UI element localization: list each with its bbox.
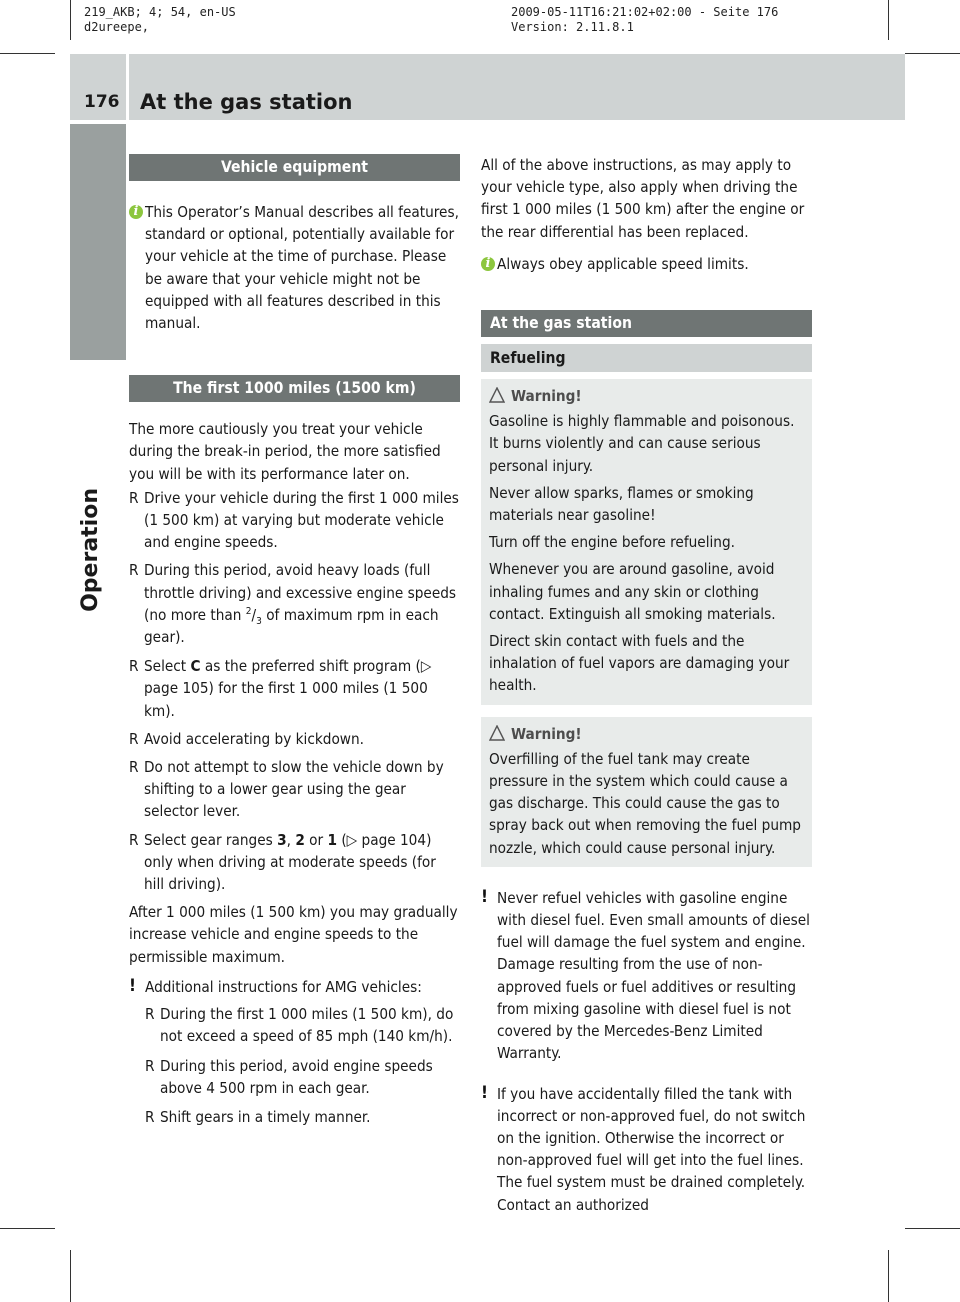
crop-mark [888,0,889,40]
bullet-icon: R [129,561,139,580]
note-text: Additional instructions for AMG vehicles: [145,977,422,996]
info-icon: i [129,205,143,219]
list-item [129,655,460,722]
note-text: If you have accidentally filled the tank with incorrect or non-approved fuel, do not switch on the ignition. Otherwise the incorrect or non-approved fuel will get into the fuel lines. The fuel system must be drained completely. Contact an authorized [497,1084,806,1214]
bullet-icon: R [129,830,139,849]
warning-text: Whenever you are around gasoline, avoid inhaling fumes and any skin or clothing contact. Extinguish all smoking materials. [489,560,776,623]
list-item [129,559,460,648]
crop-mark [0,1228,55,1229]
list-item [145,1003,460,1047]
print-meta-left [84,5,236,35]
meta-line: 219_AKB; 4; 54, en-US [84,5,236,19]
warning-text: Turn off the engine before refueling. [489,533,735,552]
shift-program-key: C [190,657,201,676]
list-item [145,1055,460,1099]
warning-text: Direct skin contact with fuels and the inhalation of fuel vapors are damaging your health. [489,632,790,695]
gear-key: 2 [295,830,305,849]
note-text: Never refuel vehicles with gasoline engine with diesel fuel. Even small amounts of diesel fuel will damage the fuel system and engine. Damage resulting from the use of non-approved fuels or fuel additives or resulting from mixing gasoline with diesel fuel is not covered by the Mercedes-Benz Limited Warranty. [497,888,810,1063]
caution-note [129,976,460,998]
crop-mark [70,1250,71,1302]
list-item-text: as the preferred shift program (▷ page 105) for the first 1 000 miles (1 500 km). [144,657,432,720]
side-section-label: Operation [78,488,103,612]
warning-text: Never allow sparks, flames or smoking materials near gasoline! [489,483,754,525]
info-note [481,253,812,275]
list-item-text: Select [144,657,191,676]
side-tab [70,124,126,360]
bullet-icon: R [129,657,139,676]
warning-title: Warning! [511,724,582,743]
fraction-numerator: 2 [245,605,252,617]
bullet-icon: R [145,1056,155,1075]
left-column [129,154,460,1128]
heading-refueling: Refueling [481,344,812,372]
right-column [481,154,812,1216]
list-item [145,1106,460,1128]
page-number: 176 [84,92,120,112]
warning-text: Overfilling of the fuel tank may create pressure in the system which could cause a gas discharge. This could cause the gas to spray back out when removing the fuel pump nozzle, which could cause personal injury. [489,749,801,857]
warning-triangle-icon [489,387,505,403]
warning-header [489,723,804,745]
print-meta-right [511,5,778,35]
bullet-icon: R [129,758,139,777]
meta-line: Version: 2.11.8.1 [511,20,634,34]
heading-gas-station: At the gas station [481,310,812,337]
header-divider [126,54,129,120]
after-paragraph: After 1 000 miles (1 500 km) you may gradually increase vehicle and engine speeds to the permissible maximum. [129,903,458,966]
crop-mark [888,1250,889,1302]
warning-box [481,717,812,867]
gear-key: 3 [277,830,287,849]
list-item [129,728,460,750]
bullet-icon: R [145,1005,155,1024]
caution-icon: ! [481,886,488,907]
crop-mark [70,0,71,40]
list-item-text: Avoid accelerating by kickdown. [144,729,364,748]
list-item-text: of maximum rpm in each gear). [144,605,439,647]
intro-paragraph: The more cautiously you treat your vehicle during the break-in period, the more satisfied you will be with its performance later on. [129,420,441,483]
list-item-text: Select gear ranges [144,830,278,849]
list-item-text: (▷ page 104) only when driving at moderate speeds (for hill driving). [144,830,436,894]
caution-icon: ! [129,975,136,996]
info-note [129,201,460,334]
note-text: This Operator’s Manual describes all features, standard or optional, potentially available for your vehicle at the time of purchase. Please be aware that your vehicle might not be equipped with all features described in this manual. [145,203,459,333]
continued-paragraph: All of the above instructions, as may apply to your vehicle type, also apply when driving the first 1 000 miles (1 500 km) after the engine or the rear differential has been replaced. [481,156,805,241]
list-item-text: During this period, avoid engine speeds above 4 500 rpm in each gear. [160,1056,433,1097]
crop-mark [0,53,55,54]
list-item-text: During this period, avoid heavy loads (full throttle driving) and excessive engine speeds (no more than [144,561,457,624]
caution-note [481,887,812,1065]
crop-mark [905,1228,960,1229]
list-item-text: Do not attempt to slow the vehicle down by shifting to a lower gear using the gear selector lever. [144,758,444,821]
list-item [129,829,460,896]
note-text: Always obey applicable speed limits. [497,254,749,273]
page-title: At the gas station [140,90,353,114]
warning-triangle-icon [489,725,505,741]
list-item-text: During the first 1 000 miles (1 500 km), do not exceed a speed of 85 mph (140 km/h). [160,1005,454,1046]
list-item-text: Shift gears in a timely manner. [160,1107,371,1126]
info-icon: i [481,257,495,271]
bullet-icon: R [129,488,139,507]
warning-title: Warning! [511,387,582,406]
meta-line: 2009-05-11T16:21:02+02:00 - Seite 176 [511,5,779,19]
warning-box [481,379,812,705]
caution-note [481,1083,812,1216]
warning-header [489,385,804,407]
gear-key: 1 [327,830,337,849]
list-item [129,487,460,554]
fraction-slash: / [251,605,257,624]
list-item-text: , [286,830,296,849]
list-item-text: Drive your vehicle during the first 1 000 miles (1 500 km) at varying but moderate vehicle and engine speeds. [144,488,459,552]
bullet-icon: R [145,1107,155,1126]
warning-text: Gasoline is highly flammable and poisonous. It burns violently and can cause serious personal injury. [489,412,795,475]
heading-first-miles: The first 1000 miles (1500 km) [129,375,460,402]
crop-mark [905,53,960,54]
caution-icon: ! [481,1082,488,1103]
meta-line: d2ureepe, [84,20,150,34]
heading-vehicle-equipment: Vehicle equipment [129,154,460,181]
bullet-icon: R [129,729,139,748]
fraction-denominator: 3 [256,615,262,627]
list-item-text: or [304,830,328,849]
list-item [129,756,460,823]
